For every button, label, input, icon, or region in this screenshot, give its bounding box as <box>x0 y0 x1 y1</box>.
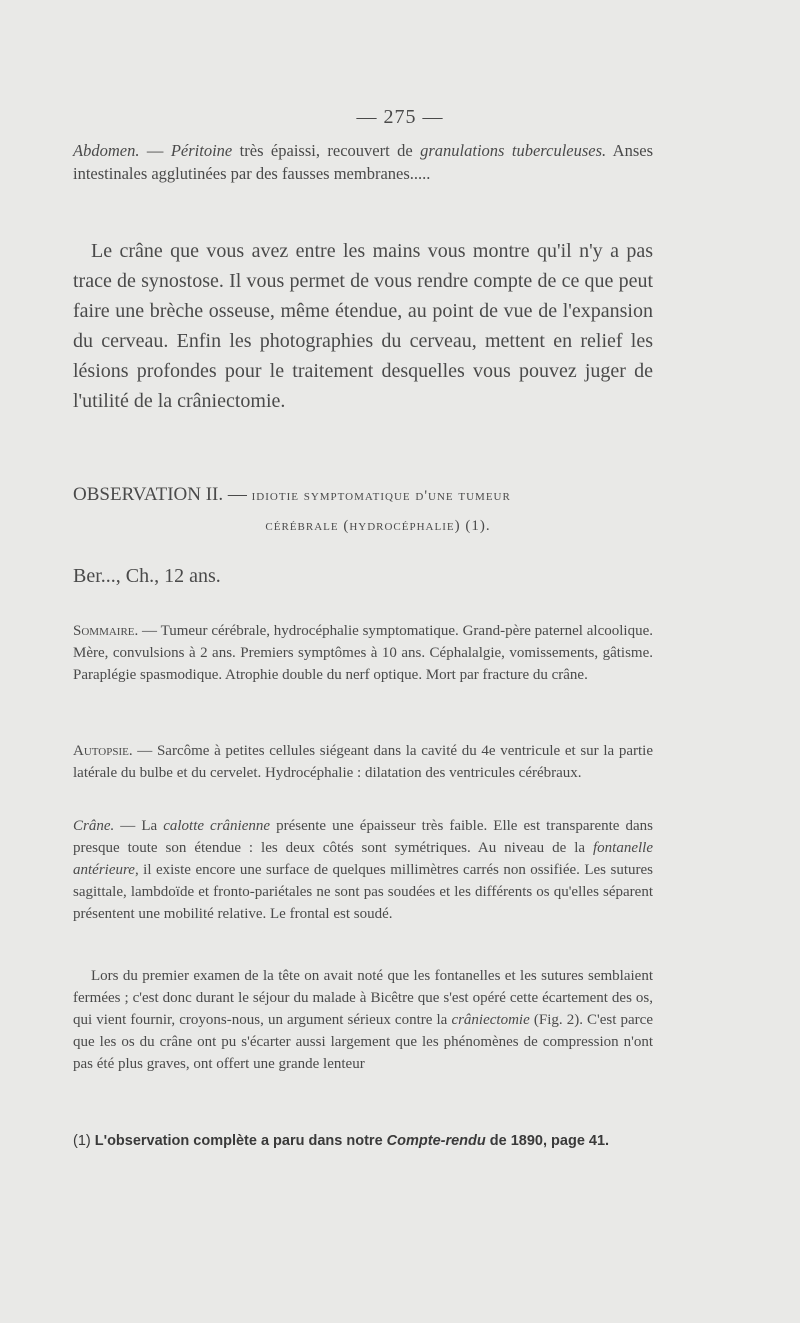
crane-t2: présente une épaisseur très faible. Elle est transparente dans presque toute son étendue : les deux côtés sont symétriques. Au niveau de la <box>73 818 654 856</box>
sommaire-label: Sommaire. <box>73 623 139 639</box>
crane-term1: calotte crânienne <box>163 818 271 834</box>
skull-paragraph: Le crâne que vous avez entre les mains vous montre qu'il n'y a pas trace de synostose. Il vous permet de vous rendre compte de ce que peut faire une brèche osseuse, même étendue, au point de vue de l'expansion du cerveau. Enfin les photographies du cerveau, mettent en relief les lésions profondes pour le traitement desquelles vous pouvez juger de l'utilité de la crâniectomie. <box>73 240 653 412</box>
observation-sep: — <box>223 484 252 505</box>
footnote-term: Compte-rendu <box>386 1133 486 1149</box>
abdomen-term2: granulations tuberculeuses. <box>420 141 607 160</box>
lors-t2: (Fig. 2). C'est parce que les os du crâne ont pu s'écarter aussi largement que les phénomènes de compression n'ont pas été plus graves, ont offert une grande lenteur <box>73 1012 653 1072</box>
crane-t1: — La <box>114 818 164 834</box>
observation-title <box>73 480 663 541</box>
lors-paragraph <box>73 965 653 1075</box>
crane-term2: fontanelle antérieure <box>73 840 653 878</box>
abdomen-text2: Anses intestinales agglutinées par des fausses membranes..... <box>73 141 654 183</box>
sommaire-text: — Tumeur cérébrale, hydrocéphalie symptomatique. Grand-père paternel alcoolique. Mère, convulsions à 2 ans. Premiers symptômes à 10 ans. Céphalalgie, vomissements, gâtisme. Paraplégie spasmodique. Atrophie double du nerf optique. Mort par fracture du crâne. <box>73 623 653 683</box>
lors-term: crâniectomie <box>451 1012 530 1028</box>
abdomen-label: Abdomen. <box>73 141 140 160</box>
abdomen-paragraph <box>73 140 653 185</box>
abdomen-sep: — <box>139 141 171 160</box>
footnote-number: (1) <box>73 1133 91 1149</box>
page-number: — 275 — <box>356 106 444 128</box>
footnote-t2: de 1890, page 41. <box>485 1133 610 1149</box>
footnote-t1: L'observation complète a paru dans notre <box>90 1133 387 1149</box>
sommaire-paragraph <box>73 620 653 686</box>
crane-t3: , il existe encore une surface de quelques millimètres carrés non ossifiée. Les sutures sagittale, lambdoïde et fronto-pariétales ne sont pas soudées et les différents os qu'elles séparent présentent une mobilité relative. Le frontal est soudé. <box>73 862 653 922</box>
abdomen-term1: Péritoine <box>170 141 233 160</box>
observation-label: OBSERVATION II. <box>73 484 224 505</box>
crane-label: Crâne. <box>73 818 115 834</box>
lors-t1: Lors du premier examen de la tête on avait noté que les fontanelles et les sutures semblaient fermées ; c'est donc durant le séjour du malade à Bicêtre que s'est opéré cette écartement des os, qui vient fournir, croyons-nous, un argument sérieux contre la <box>73 968 653 1028</box>
footnote <box>73 1133 663 1149</box>
abdomen-text1: très épaissi, recouvert de <box>232 141 421 160</box>
observation-title-line2: cérébrale (hydrocéphalie) (1). <box>265 518 491 534</box>
crane-paragraph <box>73 815 653 925</box>
observation-title-line1: idiotie symptomatique d'une tumeur <box>251 488 511 504</box>
autopsie-paragraph <box>73 740 653 784</box>
autopsie-label: Autopsie. <box>73 743 133 759</box>
autopsie-text: — Sarcôme à petites cellules siégeant dans la cavité du 4e ventricule et sur la partie latérale du bulbe et du cervelet. Hydrocéphalie : dilatation des ventricules cérébraux. <box>73 743 653 781</box>
patient-line: Ber..., Ch., 12 ans. <box>73 565 221 587</box>
